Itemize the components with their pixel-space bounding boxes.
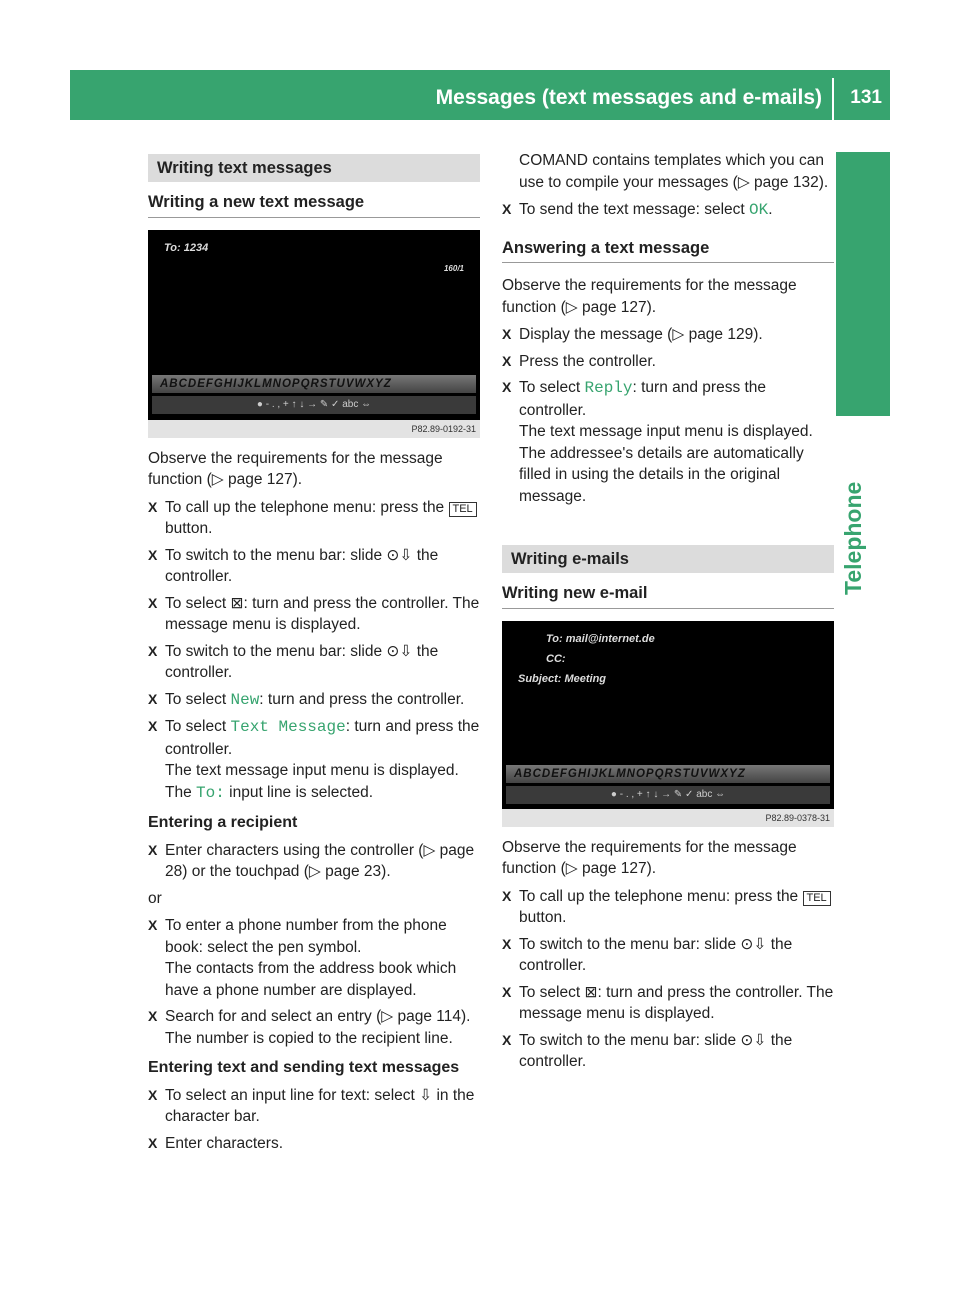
header-separator xyxy=(832,78,834,120)
templates-text: COMAND contains templates which you can use to compile your messages (▷ page 132). xyxy=(519,152,829,191)
recipient-step: X Enter characters using the controller (▷ page 28) or the touchpad (▷ page 23). xyxy=(148,841,475,880)
step-6: X To select Text Message: turn and press the controller. The text message input menu is displayed. The To: input line is selected. xyxy=(148,718,480,802)
email-step-1: X To call up the telephone menu: press the TEL button. xyxy=(502,886,834,929)
screen-email-cc: CC: xyxy=(546,652,566,665)
tel-button-icon: TEL xyxy=(449,502,477,517)
tel-button-icon: TEL xyxy=(803,891,831,906)
send-ok-step: X To send the text message: select OK. xyxy=(502,201,773,219)
email-intro: Observe the requirements for the message function (▷ page 127). xyxy=(502,838,797,877)
step-2: X To switch to the menu bar: slide ⊙⇩ the controller. xyxy=(148,546,439,585)
screenshot-email-caption: P82.89-0378-31 xyxy=(502,809,834,827)
answer-step-3: X To select Reply: turn and press the controller. The text message input menu is displayed. The addressee's details are automatically filled in using the details in the original message. xyxy=(502,379,813,505)
step-1: X To call up the telephone menu: press the TEL button. xyxy=(148,497,480,540)
left-column xyxy=(148,150,480,1159)
screen-counter: 160/1 xyxy=(443,263,464,273)
answer-step-1: X Display the message (▷ page 129). xyxy=(502,326,763,343)
screen-control-bar: ● - . , + ↑ ↓ → ✎ ✓ abc ⇔ xyxy=(152,396,476,414)
header-bar xyxy=(70,70,890,120)
search-step: X Search for and select an entry (▷ page 114). The number is copied to the recipient line. xyxy=(148,1008,471,1047)
email-subsection-title: Writing new e-mail xyxy=(502,583,834,609)
side-label: Telephone xyxy=(840,481,866,595)
email-step-3: X To select ⊠: turn and press the controller. The message menu is displayed. xyxy=(502,983,834,1022)
answer-title: Answering a text message xyxy=(502,238,834,264)
recipient-title: Entering a recipient xyxy=(148,814,298,831)
answer-step-2: X Press the controller. xyxy=(502,352,656,370)
screenshot-text-message xyxy=(148,230,480,438)
header-title: Messages (text messages and e-mails) xyxy=(435,86,822,109)
phone-step: X To enter a phone number from the phone book: select the pen symbol. The contacts from the address book which have a phone number are displayed. xyxy=(148,917,457,999)
screen-to-line: To: 1234 xyxy=(164,241,209,254)
intro-text: Observe the requirements for the message function (▷ page 127). xyxy=(148,449,443,488)
screenshot-caption: P82.89-0192-31 xyxy=(148,420,480,438)
section-title: Writing text messages xyxy=(148,154,480,182)
email-section-title: Writing e-mails xyxy=(502,545,834,573)
step-4: X To switch to the menu bar: slide ⊙⇩ the controller. xyxy=(148,642,439,681)
step-3: X To select ⊠: turn and press the controller. The message menu is displayed. xyxy=(148,594,480,633)
email-step-4: X To switch to the menu bar: slide ⊙⇩ the controller. xyxy=(502,1031,793,1070)
screen-email-control-bar: ● - . , + ↑ ↓ → ✎ ✓ abc ⇔ xyxy=(506,786,830,804)
send-title: Entering text and sending text messages xyxy=(148,1059,460,1076)
send-step-1: X To select an input line for text: select ⇩ in the character bar. xyxy=(148,1086,475,1125)
side-tab xyxy=(836,152,890,416)
screen-email-letter-bar: ABCDEFGHIJKLMNOPQRSTUVWXYZ xyxy=(506,765,830,783)
subsection-title: Writing a new text message xyxy=(148,192,480,218)
screen-email-subject: Subject: Meeting xyxy=(518,672,607,685)
step-5: X To select New: turn and press the controller. xyxy=(148,690,465,709)
email-step-2: X To switch to the menu bar: slide ⊙⇩ the controller. xyxy=(502,935,793,974)
right-column xyxy=(502,150,834,1078)
screen-email-to: To: mail@internet.de xyxy=(546,632,655,645)
send-step-2: X Enter characters. xyxy=(148,1134,284,1152)
screenshot-email xyxy=(502,621,834,827)
answer-intro: Observe the requirements for the message function (▷ page 127). xyxy=(502,277,797,316)
page-number: 131 xyxy=(850,87,882,108)
screen-letter-bar: ABCDEFGHIJKLMNOPQRSTUVWXYZ xyxy=(152,375,476,393)
or-text: or xyxy=(148,889,162,907)
